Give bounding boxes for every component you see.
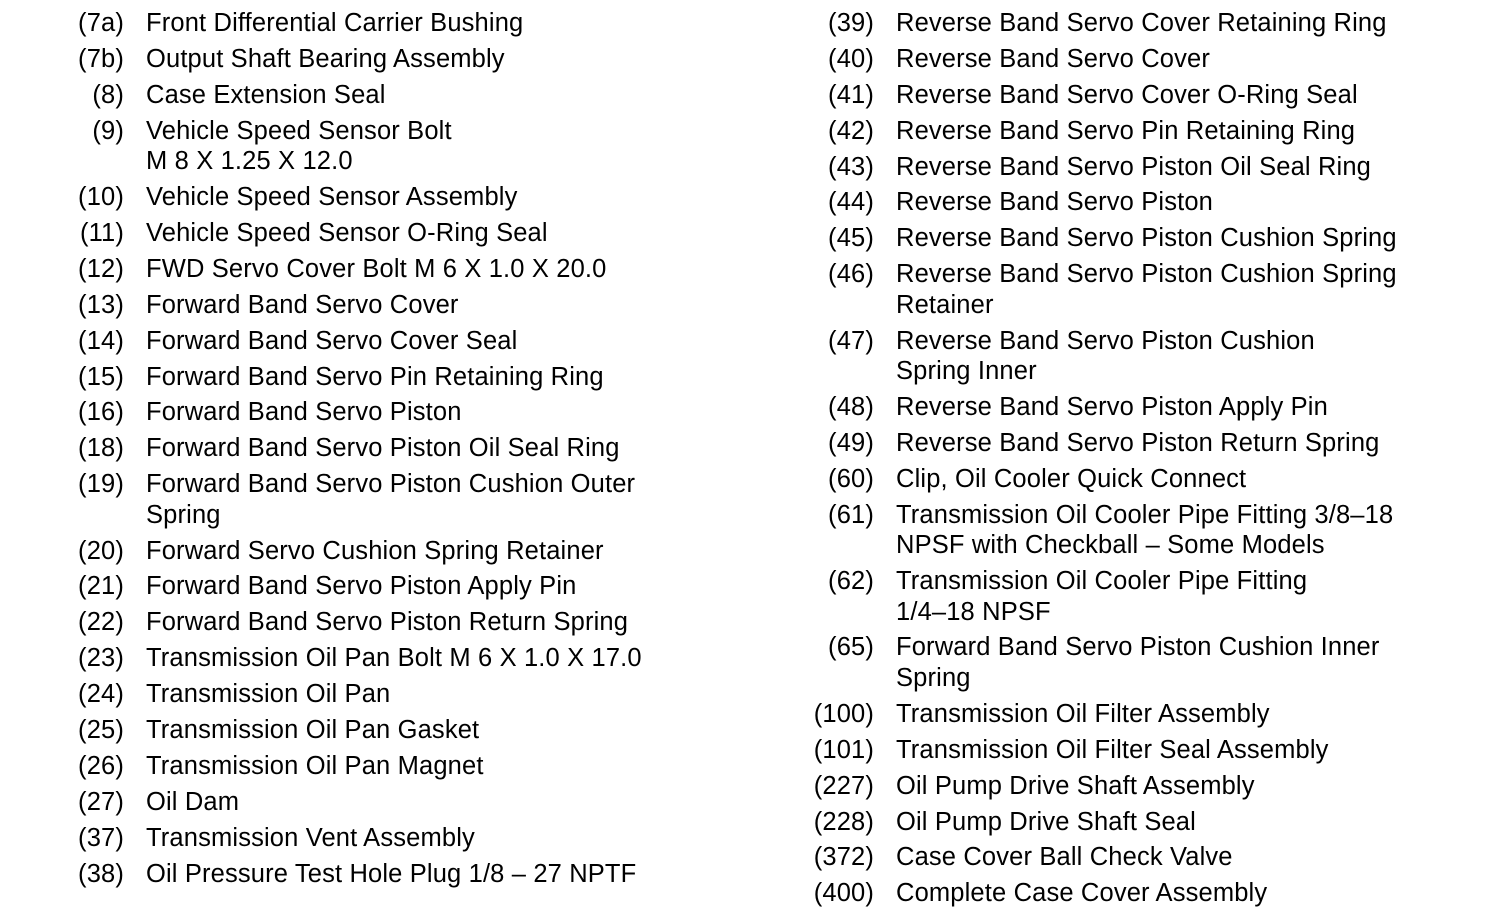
part-label: Forward Band Servo Piston Return Spring (146, 608, 629, 637)
part-label: Transmission Oil Pan Bolt M 6 X 1.0 X 17.0 (146, 644, 642, 673)
part-label: Vehicle Speed Sensor O-Ring Seal (146, 218, 548, 247)
part-number: (27) (78, 787, 124, 816)
left-parts-column (60, 8, 780, 894)
part-number: (16) (78, 398, 124, 427)
part-list-item (60, 679, 780, 710)
part-label: Oil Pump Drive Shaft Assembly (896, 771, 1255, 800)
part-number: (65) (828, 633, 874, 662)
part-label: Transmission Oil Pan Gasket (146, 716, 480, 745)
part-number: (20) (78, 536, 124, 565)
part-number: (18) (78, 434, 124, 463)
part-list-item (800, 500, 1504, 561)
part-list-item (60, 254, 780, 285)
part-list-item (800, 566, 1504, 627)
part-number: (26) (78, 751, 124, 780)
part-label: Transmission Oil Filter Seal Assembly (896, 735, 1329, 764)
part-label: FWD Servo Cover Bolt M 6 X 1.0 X 20.0 (146, 254, 607, 283)
part-number: (23) (78, 644, 124, 673)
part-label: Vehicle Speed Sensor Assembly (146, 183, 518, 212)
part-number: (40) (828, 44, 874, 73)
part-list-item (800, 8, 1504, 39)
part-label: Transmission Oil Pan (146, 680, 391, 709)
part-label: Forward Band Servo Piston Cushion Outer Spring (146, 470, 636, 529)
part-label: Transmission Oil Cooler Pipe Fitting 1/4–18 NPSF (896, 567, 1308, 626)
part-label: Forward Band Servo Cover (146, 290, 459, 319)
part-number: (60) (828, 464, 874, 493)
part-list-item (800, 632, 1504, 693)
part-number: (12) (78, 254, 124, 283)
part-label: Case Extension Seal (146, 80, 386, 109)
part-label: Reverse Band Servo Cover O-Ring Seal (896, 80, 1358, 109)
part-number: (228) (813, 807, 874, 836)
part-number: (400) (813, 879, 874, 908)
part-label: Output Shaft Bearing Assembly (146, 44, 505, 73)
part-label: Forward Band Servo Piston Cushion Inner Spring (896, 633, 1380, 692)
part-label: Forward Band Servo Piston Oil Seal Ring (146, 434, 620, 463)
part-label: Reverse Band Servo Piston Return Spring (896, 428, 1380, 457)
part-list-item (60, 715, 780, 746)
part-label: Forward Servo Cushion Spring Retainer (146, 536, 604, 565)
part-list-item (60, 823, 780, 854)
part-list-item (60, 571, 780, 602)
part-list-item (800, 80, 1504, 111)
part-list-item (60, 8, 780, 39)
part-label: Oil Pump Drive Shaft Seal (896, 807, 1196, 836)
part-number: (48) (828, 393, 874, 422)
part-list-item (60, 859, 780, 890)
part-list-item (800, 152, 1504, 183)
part-list-item (60, 536, 780, 567)
part-list-item (60, 469, 780, 530)
part-list-item (60, 218, 780, 249)
part-list-item (60, 751, 780, 782)
part-number: (49) (828, 428, 874, 457)
part-number: (15) (78, 362, 124, 391)
part-number: (46) (828, 260, 874, 289)
part-label: Forward Band Servo Cover Seal (146, 326, 518, 355)
part-list-item (800, 428, 1504, 459)
part-number: (22) (78, 608, 124, 637)
part-list-item (60, 80, 780, 111)
part-list-item (800, 699, 1504, 730)
part-label: Reverse Band Servo Piston Oil Seal Ring (896, 152, 1371, 181)
part-number: (61) (828, 500, 874, 529)
part-number: (21) (78, 572, 124, 601)
part-label: Reverse Band Servo Piston Cushion Spring (896, 224, 1397, 253)
part-list-item (800, 771, 1504, 802)
part-label: Reverse Band Servo Cover (896, 44, 1210, 73)
part-number: (9) (92, 116, 124, 145)
part-list-item (800, 807, 1504, 838)
part-label: Forward Band Servo Piston (146, 398, 462, 427)
part-label: Reverse Band Servo Piston Cushion Spring Inner (896, 326, 1315, 386)
part-label: Reverse Band Servo Piston Cushion Spring Retainer (896, 260, 1397, 319)
part-label: Clip, Oil Cooler Quick Connect (896, 464, 1247, 493)
part-label: Front Differential Carrier Bushing (146, 9, 524, 37)
part-label: Reverse Band Servo Cover Retaining Ring (896, 9, 1387, 37)
part-list-item (800, 259, 1504, 320)
part-label: Oil Pressure Test Hole Plug 1/8 – 27 NPTF (146, 859, 637, 888)
part-number: (100) (813, 699, 874, 728)
part-label: Transmission Oil Pan Magnet (146, 751, 484, 780)
part-number: (39) (828, 9, 874, 37)
part-label: Transmission Oil Filter Assembly (896, 699, 1270, 728)
part-label: Vehicle Speed Sensor Bolt M 8 X 1.25 X 12.0 (146, 116, 452, 176)
part-number: (44) (828, 188, 874, 217)
part-label: Forward Band Servo Piston Apply Pin (146, 572, 577, 601)
part-number: (13) (78, 290, 124, 319)
part-list-item (800, 842, 1504, 873)
part-list-item (800, 223, 1504, 254)
part-list-item (60, 290, 780, 321)
part-list-item (60, 326, 780, 357)
part-label: Transmission Oil Cooler Pipe Fitting 3/8–18 NPSF with Checkball – Some Models (896, 500, 1394, 560)
right-parts-column (800, 8, 1504, 914)
part-number: (62) (828, 567, 874, 596)
part-list-item (800, 116, 1504, 147)
part-number: (38) (78, 859, 124, 888)
part-number: (10) (78, 183, 124, 212)
part-list-item (800, 187, 1504, 218)
part-number: (101) (813, 735, 874, 764)
part-number: (11) (79, 218, 124, 247)
part-list-item (60, 397, 780, 428)
part-label: Reverse Band Servo Pin Retaining Ring (896, 116, 1356, 145)
part-label: Case Cover Ball Check Valve (896, 843, 1233, 872)
part-number: (43) (828, 152, 874, 181)
part-number: (42) (828, 116, 874, 145)
part-label: Reverse Band Servo Piston Apply Pin (896, 393, 1328, 422)
part-list-item (60, 44, 780, 75)
part-label: Transmission Vent Assembly (146, 823, 475, 852)
part-number: (8) (92, 80, 124, 109)
part-number: (227) (813, 771, 874, 800)
part-list-item (800, 44, 1504, 75)
part-list-item (800, 735, 1504, 766)
part-label: Reverse Band Servo Piston (896, 188, 1213, 217)
part-list-item (60, 182, 780, 213)
part-number: (19) (78, 470, 124, 499)
part-list-item (60, 607, 780, 638)
part-number: (45) (828, 224, 874, 253)
part-list-item (60, 362, 780, 393)
part-number: (372) (813, 843, 874, 872)
part-number: (24) (78, 680, 124, 709)
part-list-item (60, 643, 780, 674)
part-number: (25) (78, 716, 124, 745)
part-list-item (60, 433, 780, 464)
part-number: (41) (828, 80, 874, 109)
part-list-item (60, 787, 780, 818)
part-number: (14) (78, 326, 124, 355)
part-number: (7a) (78, 9, 124, 37)
part-list-item (800, 878, 1504, 909)
part-list-item (60, 116, 780, 177)
part-list-item (800, 464, 1504, 495)
part-number: (37) (78, 823, 124, 852)
part-list-item (800, 392, 1504, 423)
part-label: Forward Band Servo Pin Retaining Ring (146, 362, 604, 391)
part-number: (47) (828, 326, 874, 355)
part-list-item (800, 326, 1504, 387)
part-number: (7b) (78, 44, 124, 73)
part-label: Oil Dam (146, 787, 240, 816)
part-label: Complete Case Cover Assembly (896, 879, 1268, 908)
